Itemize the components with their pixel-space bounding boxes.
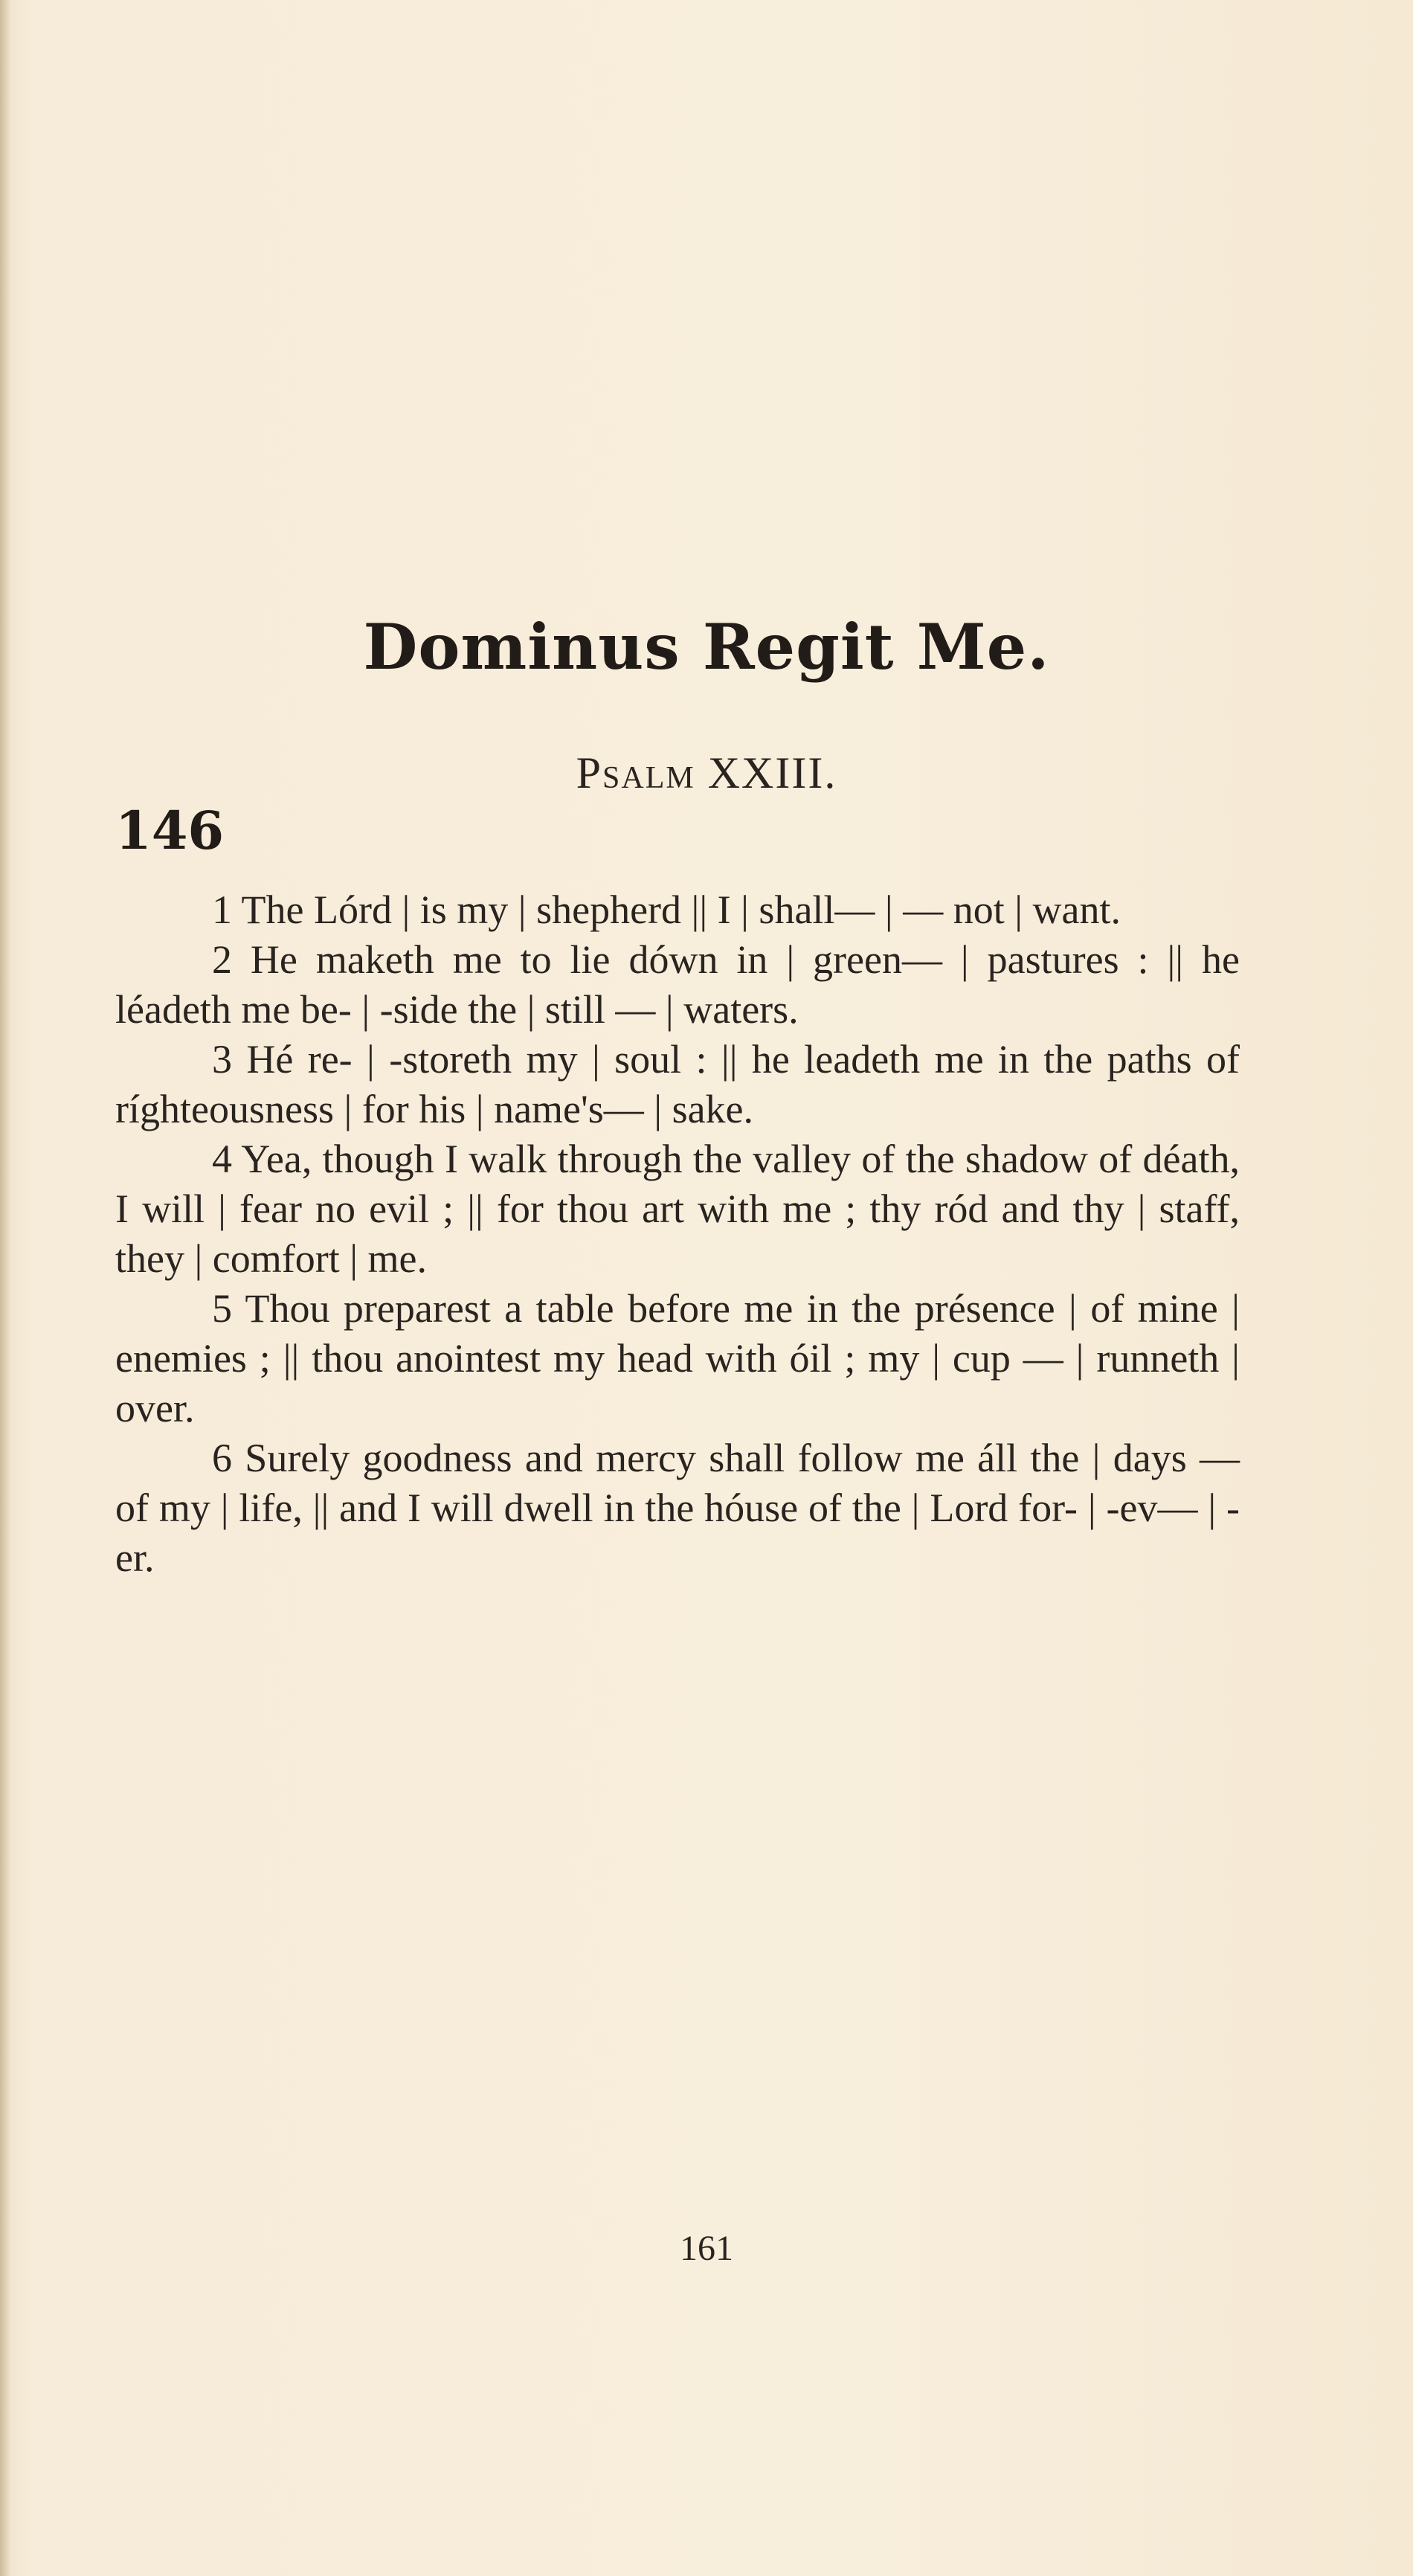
page-number: 161: [680, 2229, 733, 2268]
verse-4: 4 Yea, though I walk through the valley of the shadow of déath, I will | fear no evil ; || for thou art with me ; thy ród and thy | staff, they | comfort | me.: [115, 1137, 1240, 1281]
verse-2: 2 He maketh me to lie dówn in | green— | pastures : || he léadeth me be- | -side the | still — | waters.: [115, 937, 1240, 1032]
verse-5: 5 Thou preparest a table before me in the présence | of mine | enemies ; || thou anointest my head with óil ; my | cup — | runneth | over.: [115, 1286, 1240, 1430]
page-edge: [0, 0, 10, 2576]
verse-6: 6 Surely goodness and mercy shall follow me áll the | days — of my | life, || and I will dwell in the hóuse of the | Lord for- | -ev— | -er.: [115, 1436, 1240, 1580]
psalm-subtitle: Psalm XXIII.: [576, 748, 837, 797]
psalm-title: Dominus Regit Me.: [363, 610, 1050, 684]
hymn-number: 146: [115, 800, 225, 861]
verse-1: 1 The Lórd | is my | shepherd || I | shall— | — not | want.: [212, 887, 1121, 932]
verse-3: 3 Hé re- | -storeth my | soul : || he leadeth me in the paths of ríghteousness | for his | name's— | sake.: [115, 1037, 1240, 1131]
psalm-text: [115, 885, 1240, 1583]
